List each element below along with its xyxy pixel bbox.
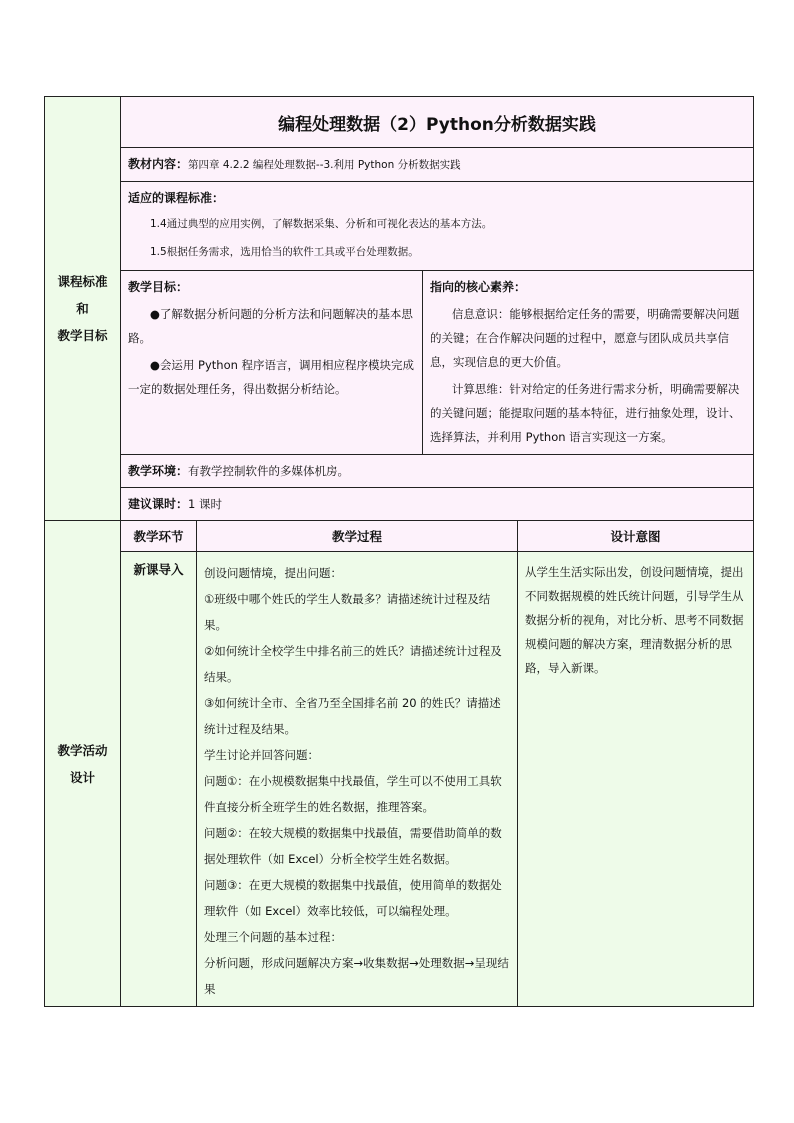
hours-row bbox=[121, 488, 754, 521]
literacy-item: 信息意识：能够根据给定任务的需要，明确需要解决问题的关键；在合作解决问题的过程中，愿意与团队成员共享信息，实现信息的更大价值。 bbox=[430, 307, 740, 369]
side-label-line: 教学活动 bbox=[57, 742, 108, 758]
process-paragraph: 创设问题情境，提出问题： bbox=[204, 566, 342, 580]
process-paragraph: ①班级中哪个姓氏的学生人数最多？请描述统计过程及结果。 bbox=[204, 592, 491, 632]
process-paragraph: ③如何统计全市、全省乃至全国排名前 20 的姓氏？请描述统计过程及结果。 bbox=[204, 696, 501, 736]
material-text: 第四章 4.2.2 编程处理数据--3.利用 Python 分析数据实践 bbox=[188, 159, 461, 171]
intent-cell bbox=[518, 552, 754, 1007]
process-paragraph: 处理三个问题的基本过程： bbox=[204, 930, 342, 944]
goal-item: ●了解数据分析问题的分析方法和问题解决的基本思路。 bbox=[128, 307, 413, 345]
goals-cell bbox=[121, 271, 423, 455]
hours-label: 建议课时： bbox=[128, 497, 189, 511]
process-paragraph: 学生讨论并回答问题： bbox=[204, 748, 319, 762]
header-intent: 设计意图 bbox=[518, 521, 754, 552]
lesson-plan-table bbox=[44, 96, 754, 1007]
process-paragraph: 问题③：在更大规模的数据集中找最值，使用简单的数据处理软件（如 Excel）效率比较低，可以编程处理。 bbox=[204, 878, 502, 918]
side-label-standards bbox=[45, 97, 121, 521]
standard-item: 1.4通过典型的应用实例，了解数据采集、分析和可视化表达的基本方法。 bbox=[150, 218, 493, 230]
environment-label: 教学环境： bbox=[128, 464, 189, 478]
page-title: 编程处理数据（2）Python分析数据实践 bbox=[121, 97, 754, 148]
side-label-line: 和 bbox=[76, 301, 89, 316]
process-paragraph: 问题①：在小规模数据集中找最值，学生可以不使用工具软件直接分析全班学生的姓名数据，推理答案。 bbox=[204, 774, 502, 814]
environment-text: 有教学控制软件的多媒体机房。 bbox=[188, 464, 350, 478]
process-paragraph: ②如何统计全校学生中排名前三的姓氏？请描述统计过程及结果。 bbox=[204, 644, 502, 684]
environment-row bbox=[121, 455, 754, 488]
side-label-activities bbox=[45, 521, 121, 1007]
literacy-label: 指向的核心素养： bbox=[430, 280, 527, 294]
process-paragraph: 问题②：在较大规模的数据集中找最值，需要借助简单的数据处理软件（如 Excel）分析全校学生姓名数据。 bbox=[204, 826, 502, 866]
hours-text: 1 课时 bbox=[188, 497, 222, 511]
goals-label: 教学目标： bbox=[128, 280, 189, 294]
process-cell bbox=[197, 552, 518, 1007]
side-label-line: 设计 bbox=[69, 769, 95, 785]
standards-label: 适应的课程标准： bbox=[128, 191, 225, 205]
material-label: 教材内容： bbox=[128, 157, 189, 171]
standards-row bbox=[121, 182, 754, 271]
literacy-cell bbox=[423, 271, 754, 455]
process-paragraph: 分析问题，形成问题解决方案→收集数据→处理数据→呈现结果 bbox=[204, 956, 509, 996]
material-row bbox=[121, 148, 754, 182]
header-process: 教学过程 bbox=[197, 521, 518, 552]
side-label-line: 课程标准 bbox=[57, 274, 108, 289]
standard-item: 1.5根据任务需求，选用恰当的软件工具或平台处理数据。 bbox=[150, 246, 419, 258]
header-stage: 教学环节 bbox=[121, 521, 197, 552]
literacy-item: 计算思维：针对给定的任务进行需求分析，明确需要解决的关键问题；能提取问题的基本特征，进行抽象处理，设计、选择算法，并利用 Python 语言实现这一方案。 bbox=[430, 382, 741, 444]
side-label-line: 教学目标 bbox=[57, 328, 108, 343]
intent-text: 从学生生活实际出发，创设问题情境，提出不同数据规模的姓氏统计问题，引导学生从数据分析的视角，对比分析、思考不同数据规模问题的解决方案，理清数据分析的思路，导入新课。 bbox=[525, 565, 744, 675]
stage-intro: 新课导入 bbox=[121, 552, 197, 1007]
goal-item: ●会运用 Python 程序语言，调用相应程序模块完成一定的数据处理任务，得出数据分析结论。 bbox=[128, 358, 415, 396]
